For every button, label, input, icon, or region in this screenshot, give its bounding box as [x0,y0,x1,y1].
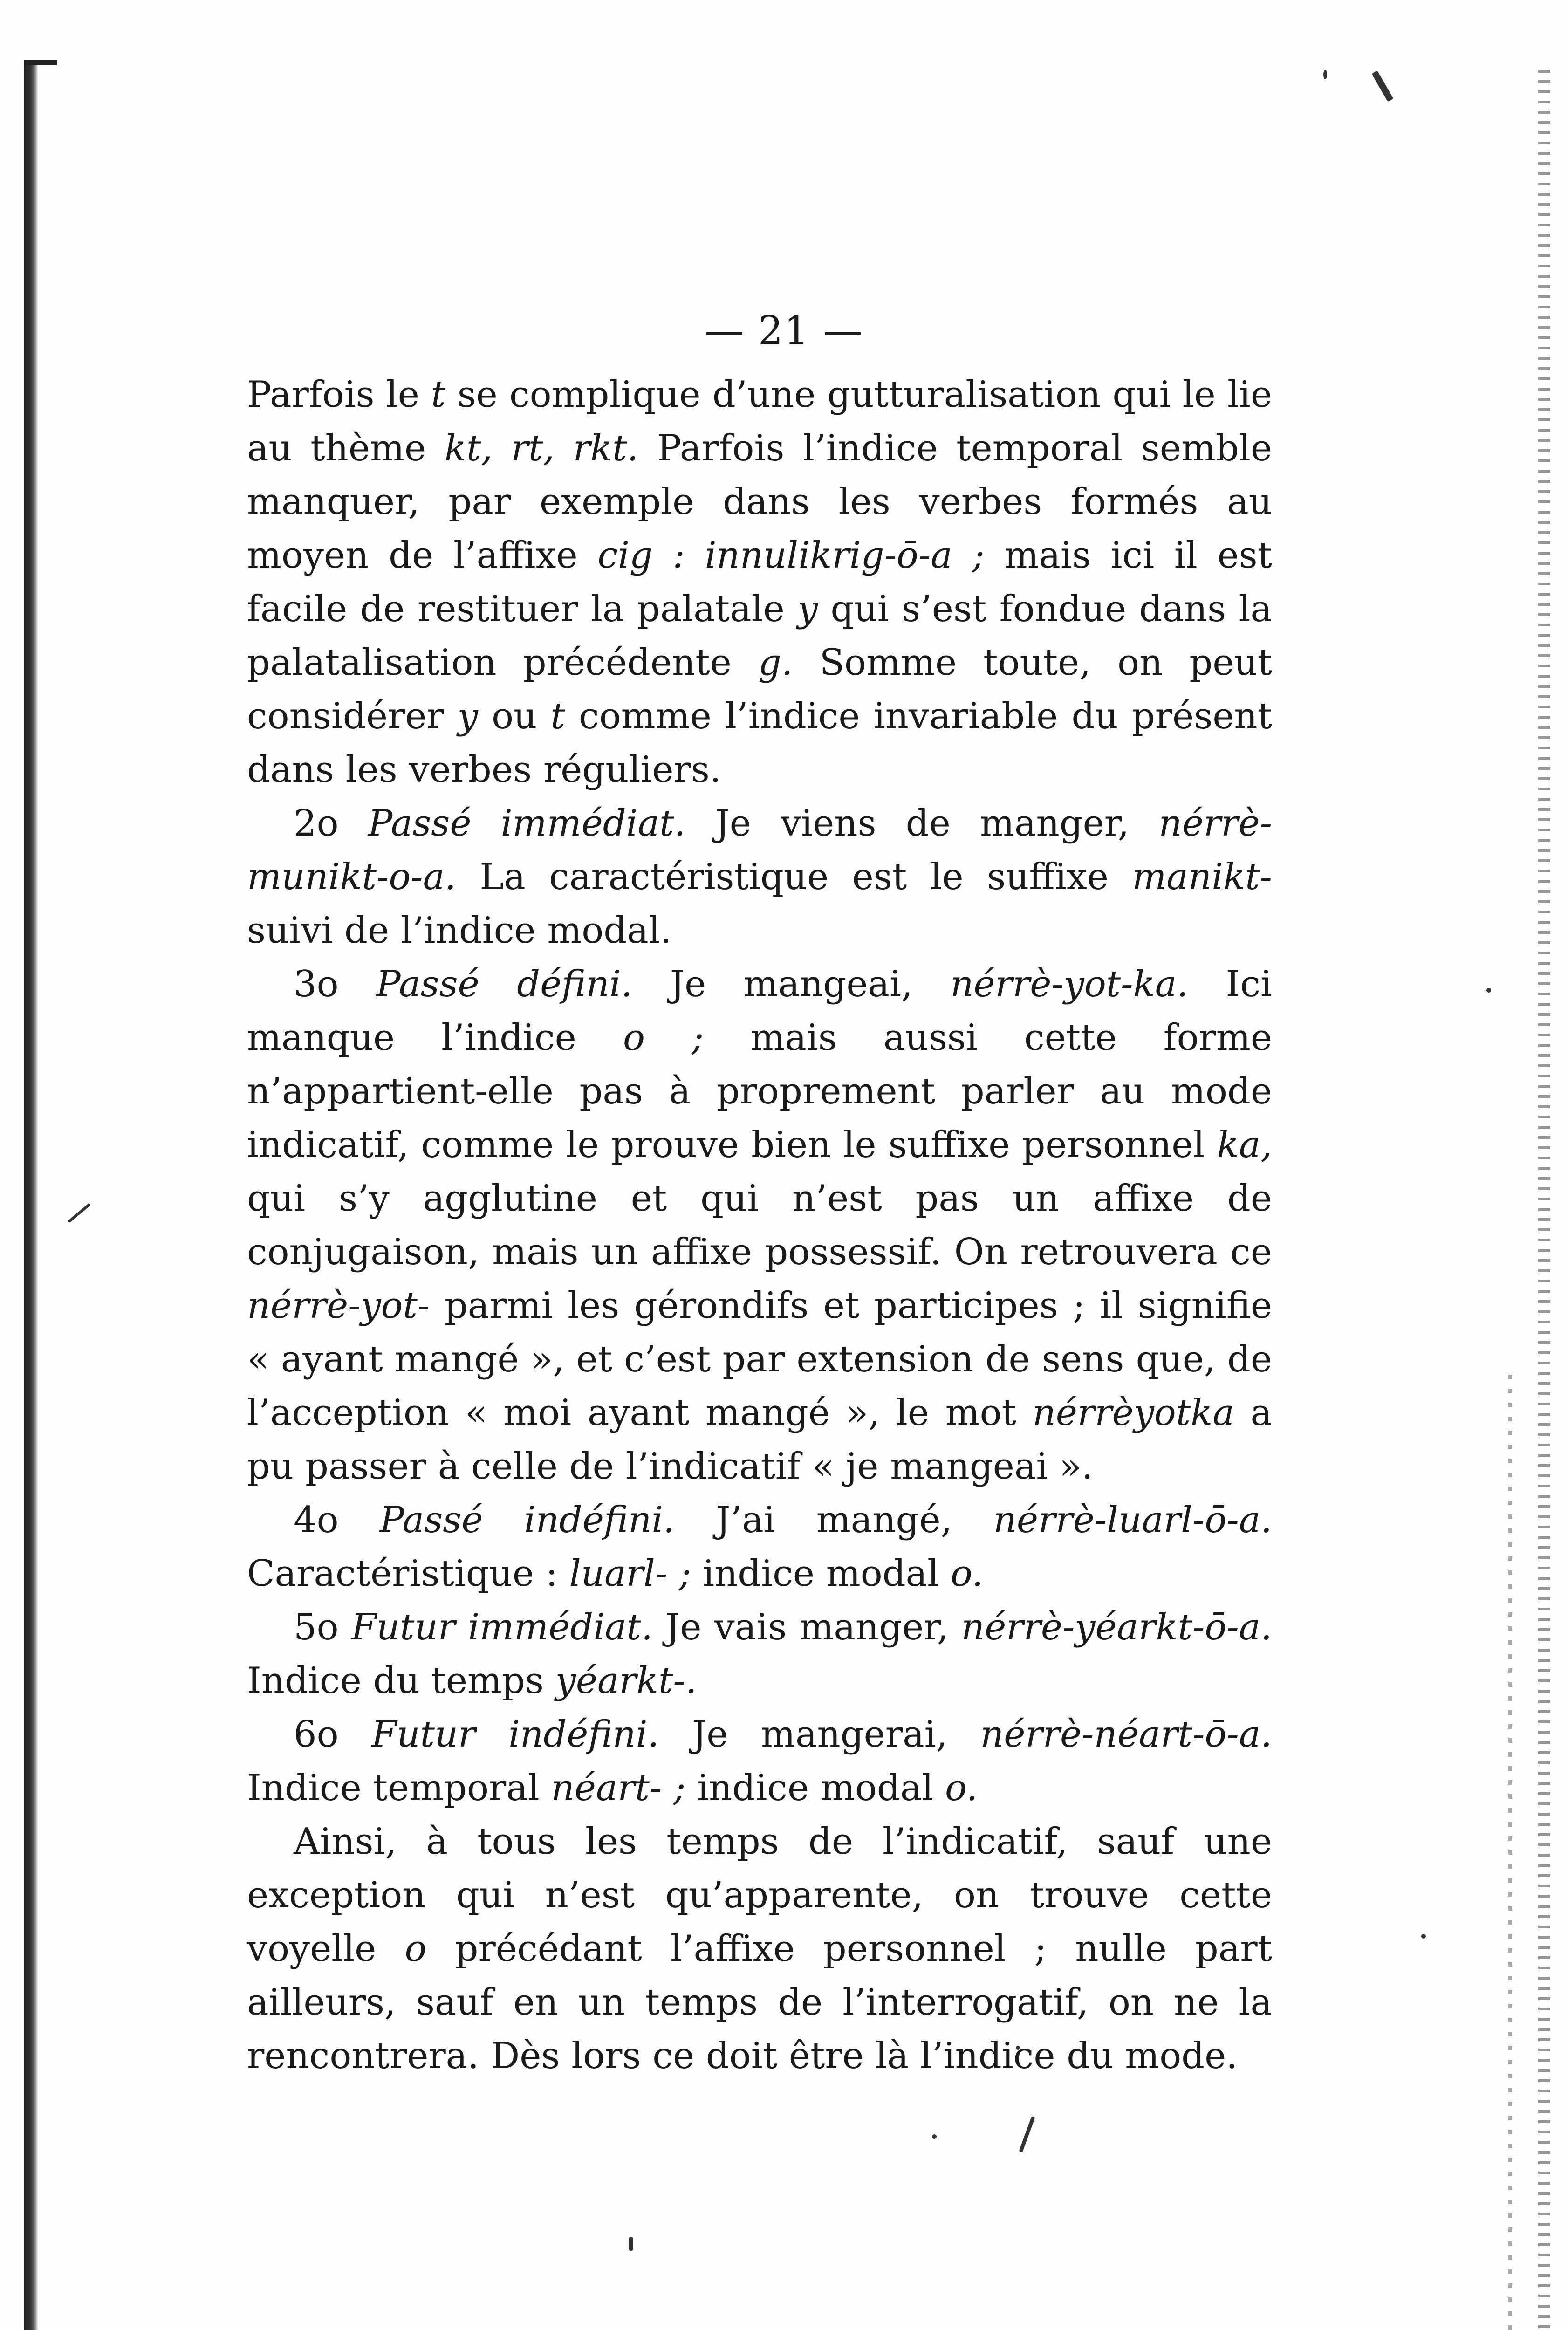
text-run: indice modal [685,1767,945,1809]
scan-edge-right [1538,70,1550,2330]
text-run: 4o [294,1499,380,1541]
paragraph [247,368,1272,797]
italic-term: yéarkt-. [555,1660,697,1702]
italic-term: manikt- [1132,856,1272,898]
text-run: comme l’indice invariable du présent dans les verbes réguliers. [247,695,1272,791]
text-run: 6o [294,1713,372,1755]
paragraph [247,1815,1272,2083]
paragraph [247,1708,1272,1815]
text-run: se complique d’une gutturalisation qui le lie au thème [247,374,1273,469]
italic-term: nérrè-néart-ō-a. [980,1713,1272,1755]
italic-term: luarl- ; [569,1553,692,1595]
italic-term: ka, [1217,1124,1272,1166]
scan-speck [1421,1934,1426,1939]
italic-term: y [457,695,478,737]
italic-term: o. [945,1767,978,1809]
italic-term: Futur immédiat. [351,1606,653,1648]
scan-speck [1323,70,1327,79]
text-run: Parfois le [247,374,431,416]
text-run: suivi de l’indice modal. [247,910,672,952]
scan-speck [1371,70,1393,102]
text-run: a pu passer à celle de l’indicatif « je mangeai ». [247,1392,1273,1487]
text-run: Je viens de manger, [685,802,1159,844]
italic-term: Passé indéfini. [379,1499,675,1541]
text-run: Caractéristique : [247,1553,569,1595]
text-run: Parfois l’indice temporal semble manquer, par exemple dans les verbes formés au moyen de l’affixe [247,427,1272,576]
scan-edge-left [24,61,38,2330]
text-run: qui s’y agglutine et qui n’est pas un affixe de conjugaison, mais un affixe possessif. On retrouvera ce [247,1178,1272,1273]
italic-term: nérrè-munikt-o-a. [247,802,1272,898]
italic-term: o [404,1928,427,1970]
text-run: parmi les gérondifs et participes ; il signifie « ayant mangé », et c’est par extension de sens que, de l’acception « moi ayant mangé », le mot [247,1285,1272,1434]
italic-term: o ; [623,1017,704,1059]
italic-term: nérrè-yot-ka. [950,963,1189,1005]
paragraph [247,1494,1272,1601]
italic-term: y [797,588,818,630]
italic-term: kt, rt, rkt. [444,427,639,469]
text-run: ou [478,695,551,737]
text-run: Je mangeai, [632,963,951,1005]
text-run: 2o [294,802,368,844]
scan-speck [629,2237,633,2251]
text-run: 3o [294,963,377,1005]
italic-term: t [431,374,446,416]
italic-term: nérrèyotka [1032,1392,1234,1434]
text-run: J’ai mangé, [674,1499,993,1541]
italic-term: Passé immédiat. [368,802,686,844]
text-run: qui s’est fondue dans la palatalisation précédente [247,588,1272,684]
text-run: Je mangerai, [659,1713,981,1755]
italic-term: néart- ; [551,1767,686,1809]
text-run [685,535,705,576]
italic-term: innulikrig-ō-a ; [705,535,985,576]
text-run: Indice temporal [247,1767,551,1809]
scan-speck [1486,988,1491,993]
italic-term: t [550,695,565,737]
paragraph [247,797,1272,958]
italic-term: Passé défini. [376,963,633,1005]
text-run: Ici manque l’indice [247,963,1272,1059]
italic-term: Futur indéfini. [371,1713,659,1755]
text-run: précédant l’affixe personnel ; nulle part ailleurs, sauf en un temps de l’interrogatif, on ne la rencontrera. Dès lors ce doit être là l’indice du mode. [247,1928,1272,2077]
text-run: Je vais manger, [652,1606,961,1648]
text-run: Somme toute, on peut considérer [247,642,1272,737]
scan-edge-left-top [24,60,57,65]
page-number: — 21 — [705,308,863,353]
scan-speck [1019,2116,1035,2152]
text-run: mais ici il est facile de restituer la palatale [247,535,1272,630]
italic-term: cig : [597,535,685,576]
italic-term: o. [950,1553,984,1595]
paragraph [247,958,1272,1494]
paragraph [247,1601,1272,1708]
text-run: La caractéristique est le suffixe [456,856,1132,898]
scan-speck [932,2134,937,2139]
italic-term: nérrè-luarl-ō-a. [993,1499,1272,1541]
italic-term: nérrè-yot- [247,1285,430,1327]
scan-speck [68,1203,91,1223]
scan-edge-right-inner [1508,1375,1512,2330]
italic-term: g. [758,642,793,684]
text-run: indice modal [691,1553,951,1595]
italic-term: nérrè-yéarkt-ō-a. [961,1606,1272,1648]
body-text [247,368,1272,2083]
text-run: 5o [294,1606,351,1648]
text-run: Indice du temps [247,1660,555,1702]
text-run: Ainsi, à tous les temps de l’indicatif, sauf une exception qui n’est qu’apparente, on trouve cette voyelle [247,1821,1272,1970]
text-run: mais aussi cette forme n’appartient-elle pas à proprement parler au mode indicatif, comme le prouve bien le suffixe personnel [247,1017,1272,1166]
